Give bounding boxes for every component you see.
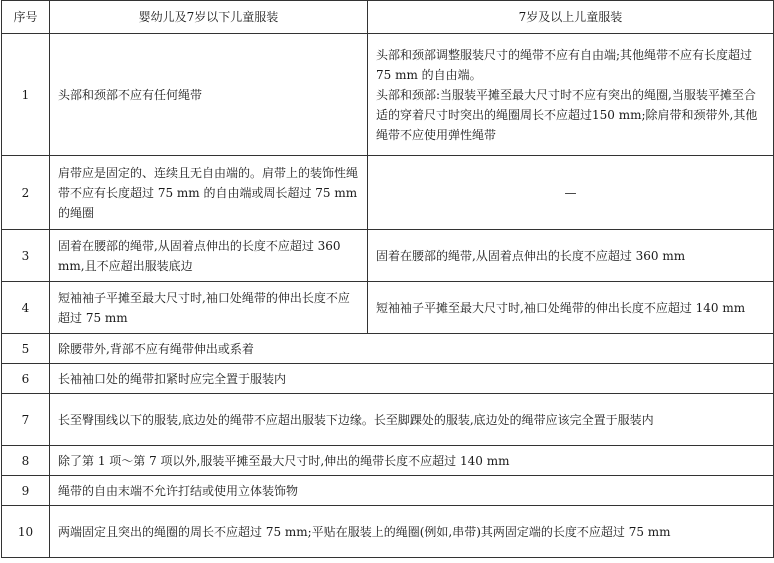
row-number: 5 — [2, 334, 50, 364]
row-number: 7 — [2, 394, 50, 446]
table-row — [2, 230, 774, 282]
table-row — [2, 446, 774, 476]
cell-common: 除了第 1 项～第 7 项以外,服装平摊至最大尺寸时,伸出的绳带长度不应超过 140 mm — [50, 446, 774, 476]
row-number: 1 — [2, 34, 50, 156]
row-number: 8 — [2, 446, 50, 476]
cell-under-7: 肩带应是固定的、连续且无自由端的。肩带上的装饰性绳带不应有长度超过 75 mm 的自由端或周长超过 75 mm 的绳圈 — [50, 156, 368, 230]
row-number: 4 — [2, 282, 50, 334]
table-row — [2, 506, 774, 558]
cell-common: 除腰带外,背部不应有绳带伸出或系着 — [50, 334, 774, 364]
cell-7-and-over: 固着在腰部的绳带,从固着点伸出的长度不应超过 360 mm — [368, 230, 774, 282]
cell-paragraph: 头部和颈部:当服装平摊至最大尺寸时不应有突出的绳圈,当服装平摊至合适的穿着尺寸时突出的绳圈周长不应超过150 mm;除肩带和颈带外,其他绳带不应使用弹性绳带 — [376, 87, 758, 142]
header-7-and-over: 7岁及以上儿童服装 — [368, 1, 774, 34]
table-row — [2, 156, 774, 230]
table-row — [2, 334, 774, 364]
table-row — [2, 394, 774, 446]
table-row — [2, 282, 774, 334]
table-row — [2, 476, 774, 506]
row-number: 9 — [2, 476, 50, 506]
cell-common: 长至臀围线以下的服装,底边处的绳带不应超出服装下边缘。长至脚踝处的服装,底边处的绳带应该完全置于服装内 — [50, 394, 774, 446]
cell-common: 长袖袖口处的绳带扣紧时应完全置于服装内 — [50, 364, 774, 394]
cell-under-7: 短袖袖子平摊至最大尺寸时,袖口处绳带的伸出长度不应超过 75 mm — [50, 282, 368, 334]
cell-7-and-over — [368, 34, 774, 156]
row-number: 6 — [2, 364, 50, 394]
drawstring-requirements-table — [1, 0, 774, 558]
cell-7-and-over: — — [368, 156, 774, 230]
cell-common: 两端固定且突出的绳圈的周长不应超过 75 mm;平贴在服装上的绳圈(例如,串带)其两固定端的长度不应超过 75 mm — [50, 506, 774, 558]
row-number: 10 — [2, 506, 50, 558]
table-header-row — [2, 1, 774, 34]
cell-paragraph: 头部和颈部调整服装尺寸的绳带不应有自由端;其他绳带不应有长度超过 75 mm 的自由端。 — [376, 47, 753, 82]
cell-7-and-over: 短袖袖子平摊至最大尺寸时,袖口处绳带的伸出长度不应超过 140 mm — [368, 282, 774, 334]
header-serial-number: 序号 — [2, 1, 50, 34]
header-under-7: 婴幼儿及7岁以下儿童服装 — [50, 1, 368, 34]
cell-under-7: 固着在腰部的绳带,从固着点伸出的长度不应超过 360 mm,且不应超出服装底边 — [50, 230, 368, 282]
cell-under-7: 头部和颈部不应有任何绳带 — [50, 34, 368, 156]
table-row — [2, 34, 774, 156]
row-number: 3 — [2, 230, 50, 282]
cell-common: 绳带的自由末端不允许打结或使用立体装饰物 — [50, 476, 774, 506]
row-number: 2 — [2, 156, 50, 230]
table-row — [2, 364, 774, 394]
